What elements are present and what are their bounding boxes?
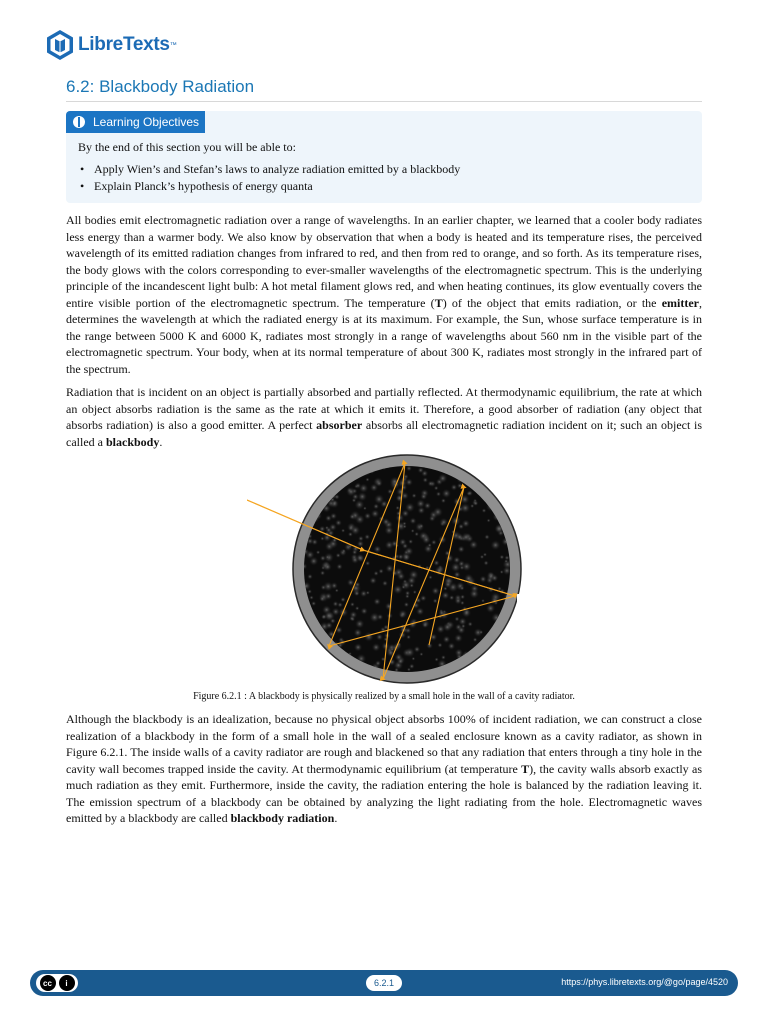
term-temperature: T (521, 761, 530, 776)
figure-caption (0, 691, 768, 702)
learning-objectives-header (66, 111, 205, 133)
paragraph-absorption: Radiation that is incident on an object is partially absorbed and partially reflected. At thermodynamic equilibrium, the rate at which an object absorbs radiation is the same as the rate at which it emits it. Therefore, a good absorber of radiation (any object that absorbs radiation) is also a good emitter. A perfect absorber absorbs all electromagnetic radiation incident on it; such an object is called a blackbody. (66, 385, 703, 449)
libretexts-logo-icon (46, 29, 74, 61)
figure-reference[interactable]: 6.2.1 (100, 745, 125, 759)
figure-caption-text: : A blackbody is physically realized by a small hole in the wall of a cavity radiator. (241, 691, 575, 702)
page-number: 6.2.1 (366, 975, 402, 991)
logo-wordmark: LibreTexts (78, 34, 170, 55)
term-emitter: emitter (661, 295, 699, 310)
attribution-icon: i (59, 975, 75, 991)
page-url-link[interactable]: https://phys.libretexts.org/@go/page/4520 (561, 977, 728, 987)
cavity-hole (517, 594, 523, 604)
logo-trademark: ™ (169, 41, 177, 49)
learning-objectives-box (66, 111, 702, 203)
objective-item: • Apply Wien’s and Stefan’s laws to analyze radiation emitted by a blackbody (78, 161, 460, 178)
term-temperature: T (434, 295, 443, 310)
objectives-list (78, 161, 460, 195)
learning-objectives-label: Learning Objectives (93, 115, 200, 129)
objectives-icon (73, 116, 85, 128)
paragraph-cavity-radiator: Although the blackbody is an idealization, because no physical object absorbs 100% of incident radiation, we can construct a close realization of a blackbody in the form of a small hole in the wall of a sealed enclosure known as a cavity radiator, as shown in Figure 6.2.1. The inside walls of a cavity radiator are rough and blackened so that any radiation that enters through a tiny hole in the cavity wall becomes trapped inside the cavity. At thermodynamic equilibrium (at temperature T), the cavity walls absorb exactly as much radiation as they emit. Furthermore, inside the cavity, the radiation entering the hole is balanced by the radiation leaving it. The emission spectrum of a blackbody can be obtained by analyzing the light radiating from the hole. Electromagnetic waves emitted by a blackbody are called blackbody radiation. (66, 712, 702, 825)
page-title: 6.2: Blackbody Radiation (66, 77, 255, 96)
paragraph-intro: All bodies emit electromagnetic radiation over a range of wavelengths. In an earlier chapter, we learned that a cooler body radiates less energy than a warmer body. We also know by observation that when a body is heated and its temperature rises, the perceived wavelength of its emitted radiation changes from infrared to red, and then from red to orange, and so forth. As its temperature rises, the body glows with the colors corresponding to ever-smaller wavelengths of the electromagnetic spectrum. This is the underlying principle of the incandescent light bulb: A hot metal filament glows red, and when heating continues, its glow eventually covers the entire visible portion of the electromagnetic spectrum. The temperature (T) of the object that emits radiation, or the emitter, determines the wavelength at which the radiated energy is at its maximum. For example, the Sun, whose surface temperature is in the range between 5000 K and 6000 K, radiates most strongly in a range of wavelengths about 560 nm in the visible part of the electromagnetic spectrum. Your body, when at its normal temperature of about 300 K, radiates most strongly in the infrared part of the spectrum. (66, 213, 702, 376)
term-blackbody: blackbody (105, 434, 160, 449)
page-footer (30, 970, 738, 996)
cavity-radiator-figure (247, 453, 525, 685)
term-absorber: absorber (316, 418, 363, 432)
figure-label: Figure 6.2.1 (193, 691, 242, 702)
creative-commons-badge[interactable] (36, 974, 78, 992)
term-blackbody-radiation: blackbody radiation (230, 811, 335, 825)
cavity-radiator-illustration (247, 453, 525, 685)
title-divider (66, 101, 702, 102)
objective-item: • Explain Planck’s hypothesis of energy quanta (78, 178, 460, 195)
libretexts-logo[interactable] (46, 27, 177, 63)
objectives-intro: By the end of this section you will be able to: (78, 140, 296, 154)
cc-icon: cc (40, 975, 56, 991)
